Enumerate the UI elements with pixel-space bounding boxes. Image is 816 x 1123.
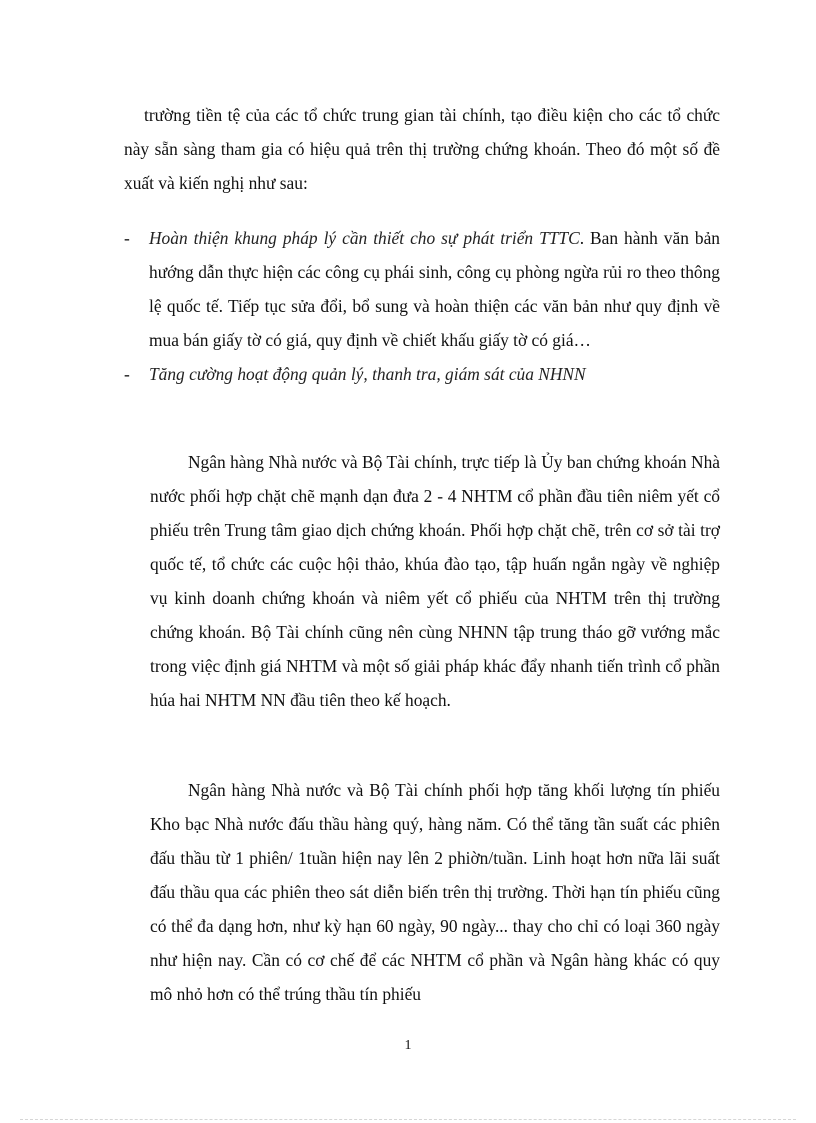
bullet-title: Hoàn thiện khung pháp lý cần thiết cho sự phát triển TTTC xyxy=(149,228,580,248)
body-paragraph: Ngân hàng Nhà nước và Bộ Tài chính, trực tiếp là Ủy ban chứng khoán Nhà nước phối hợp chặt chẽ mạnh dạn đưa 2 - 4 NHTM cổ phần đầu tiên niêm yết cổ phiếu trên Trung tâm giao dịch chứng khoán. Phối hợp chặt chẽ, trên cơ sở tài trợ quốc tế, tổ chức các cuộc hội thảo, khúa đào tạo, tập huấn ngắn ngày về nghiệp vụ kinh doanh chứng khoán và niêm yết cổ phiếu của NHTM trên thị trường chứng khoán. Bộ Tài chính cũng nên cùng NHNN tập trung tháo gỡ vướng mắc trong việc định giá NHTM và một số giải pháp khác đẩy nhanh tiến trình cổ phần húa hai NHTM NN đầu tiên theo kế hoạch. xyxy=(150,452,720,710)
bullet-item xyxy=(124,357,720,391)
page-divider xyxy=(20,1119,796,1120)
page-number: 1 xyxy=(404,1038,412,1053)
bullet-title: Tăng cường hoạt động quản lý, thanh tra, giám sát của NHNN xyxy=(149,364,586,384)
intro-paragraph: trường tiền tệ của các tổ chức trung gian tài chính, tạo điều kiện cho các tổ chức này sẵn sàng tham gia có hiệu quả trên thị trường chứng khoán. Theo đó một số đề xuất và kiến nghị như sau: xyxy=(124,105,720,193)
bullet-body: . Ban hành văn bản hướng dẫn thực hiện các công cụ phái sinh, công cụ phòng ngừa rủi ro theo thông lệ quốc tế. Tiếp tục sửa đổi, bổ sung và hoàn thiện các văn bản như quy định về mua bán giấy tờ có giá, quy định về chiết khấu giấy tờ có giá… xyxy=(149,228,720,350)
body-paragraph: Ngân hàng Nhà nước và Bộ Tài chính phối hợp tăng khối lượng tín phiếu Kho bạc Nhà nước đấu thầu hàng quý, hàng năm. Có thể tăng tần suất các phiên đấu thầu từ 1 phiên/ 1tuần hiện nay lên 2 phiờn/tuần. Linh hoạt hơn nữa lãi suất đấu thầu qua các phiên theo sát diễn biến trên thị trường. Thời hạn tín phiếu cũng có thể đa dạng hơn, như kỳ hạn 60 ngày, 90 ngày... thay cho chỉ có loại 360 ngày như hiện nay. Cần có cơ chế để các NHTM cổ phần và Ngân hàng khác có quy mô nhỏ hơn có thể trúng thầu tín phiếu xyxy=(150,780,720,1004)
bullet-marker: - xyxy=(124,364,130,384)
bullet-item xyxy=(124,221,720,357)
bullet-marker: - xyxy=(124,228,130,248)
bullet-list xyxy=(124,221,720,391)
